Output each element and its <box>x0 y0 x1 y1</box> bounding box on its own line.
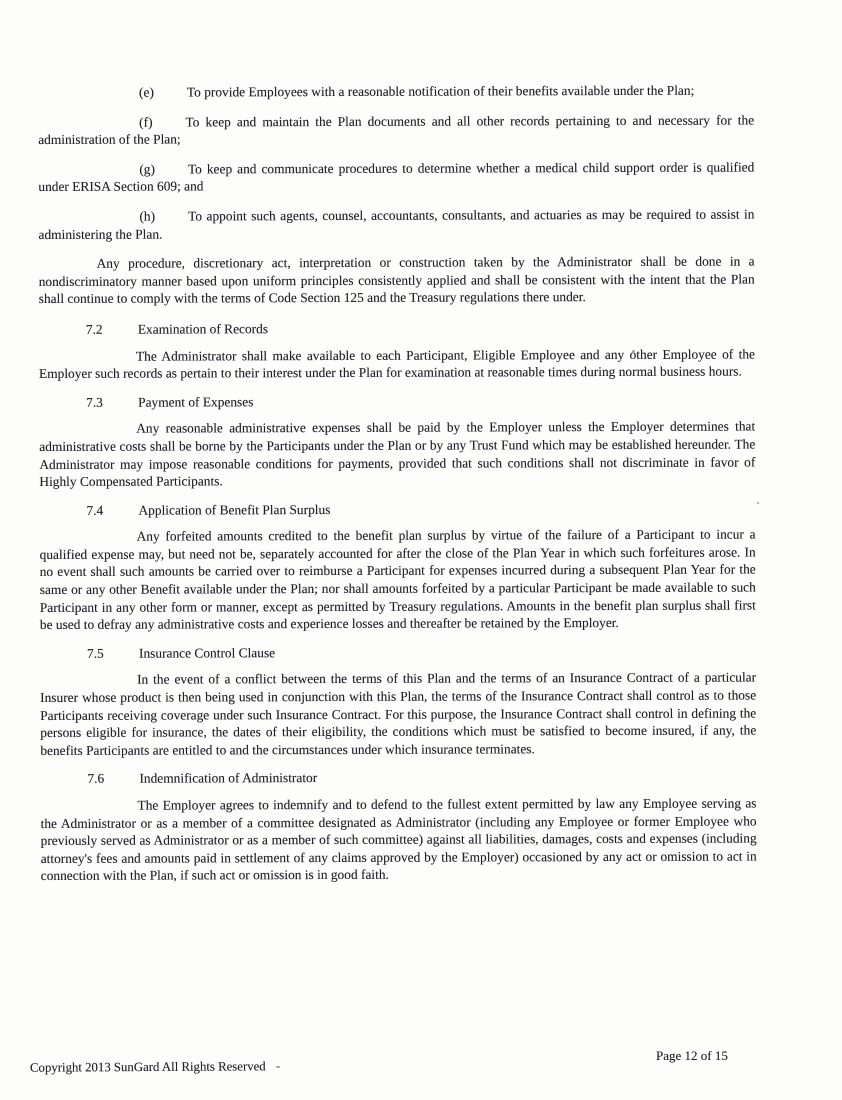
clause-g-label: (g) <box>139 161 155 177</box>
intro-paragraph: Any procedure, discretionary act, interpretation or construction taken by the Administrator shall be done in a nondiscriminatory manner based upon uniform principles consistently applied and shall be consistent with the intent that the Plan shall continue to comply with the terms of Code Section 125 and the Treasury regulations there under. <box>38 253 755 307</box>
section-7-4-heading <box>39 499 755 519</box>
clause-e-label: (e) <box>139 84 154 100</box>
section-7-3-title: Payment of Expenses <box>138 393 254 410</box>
section-7-3-number: 7.3 <box>86 394 103 410</box>
scan-speck <box>757 502 759 504</box>
page-number: Page 12 of 15 <box>656 1048 728 1063</box>
clause-f-label: (f) <box>139 114 153 130</box>
clause-f-text: To keep and maintain the Plan documents and all other records pertaining to and necessary for the administration of the Plan; <box>38 112 755 148</box>
clause-h <box>38 205 754 243</box>
section-7-5-body: In the event of a conflict between the terms of this Plan and the terms of an Insurance Contract of a particular Insurer whose product is then being used in conjunction with this Plan, the terms of the Insurance Contract shall control as to those Participants receiving coverage under such Insurance Contract. For this purpose, the Insurance Contract shall control in defining the persons eligible for insurance, the dates of their eligibility, the conditions which must be satisfied to become insured, if any, the benefits Participants are entitled to and the circumstances under which insurance terminates. <box>40 669 757 758</box>
section-7-5-heading <box>40 642 756 662</box>
section-7-3-heading <box>39 391 755 411</box>
section-7-6-body: The Employer agrees to indemnify and to defend to the fullest extent permitted by law any Employee serving as the Administrator or as a member of a committee designated as Administrator (including any Employee or former Employee who previously served as Administrator or as a member of such committee) against all liabilities, damages, costs and expenses (including attorney's fees and amounts paid in settlement of any claims approved by the Employer) occasioned by any act or omission to act in connection with the Plan, if such act or omission is in good faith. <box>40 795 757 884</box>
clause-e-text: To provide Employees with a reasonable notification of their benefits available under the Plan; <box>186 82 695 100</box>
section-7-2-heading <box>39 318 755 338</box>
page-content <box>38 82 757 896</box>
section-7-4-title: Application of Benefit Plan Surplus <box>138 501 331 518</box>
clause-h-label: (h) <box>139 208 156 224</box>
section-7-5-number: 7.5 <box>86 645 104 661</box>
section-7-2-body: The Administrator shall make available to each Participant, Eligible Employee and any other Employee of the Employer such records as pertain to their interest under the Plan for examination at reasonable times during normal business hours. <box>38 346 755 382</box>
clause-h-text: To appoint such agents, counsel, accountants, consultants, and actuaries as may be required to assist in administering the Plan. <box>38 206 755 242</box>
scan-speck <box>276 1066 280 1068</box>
copyright-notice: Copyright 2013 SunGard All Rights Reserved <box>29 1059 266 1075</box>
clause-f <box>38 111 754 149</box>
section-7-6-number: 7.6 <box>87 771 105 787</box>
clause-e <box>38 82 754 102</box>
section-7-2-number: 7.2 <box>85 321 103 337</box>
section-7-6-title: Indemnification of Administrator <box>139 770 318 787</box>
section-7-6-heading <box>40 768 756 788</box>
section-7-2-title: Examination of Records <box>137 321 269 337</box>
section-7-4-number: 7.4 <box>86 502 104 518</box>
clause-g <box>38 158 754 196</box>
section-7-4-body: Any forfeited amounts credited to the benefit plan surplus by virtue of the failure of a Participant to incur a qualified expense may, but need not be, separately accounted for after the close of the Plan Year in which such forfeitures arose. In no event shall such amounts be carried over to reimburse a Participant for expenses incurred during a subsequent Plan Year for the same or any other Benefit available under the Plan; nor shall amounts forfeited by a particular Participant be made available to such Participant in any other form or manner, except as permitted by Treasury regulations. Amounts in the benefit plan surplus shall first be used to defray any administrative costs and experience losses and thereafter be retained by the Employer. <box>39 526 756 633</box>
clause-g-text: To keep and communicate procedures to determine whether a medical child support order is qualified under ERISA Section 609; and <box>38 159 755 195</box>
section-7-3-body: Any reasonable administrative expenses shall be paid by the Employer unless the Employer determines that administrative costs shall be borne by the Participants under the Plan or by any Trust Fund which may be established hereunder. The Administrator may impose reasonable conditions for payments, provided that such conditions shall not discriminate in favor of Highly Compensated Participants. <box>39 418 756 490</box>
section-7-5-title: Insurance Control Clause <box>138 645 276 661</box>
scan-speck <box>632 350 635 352</box>
